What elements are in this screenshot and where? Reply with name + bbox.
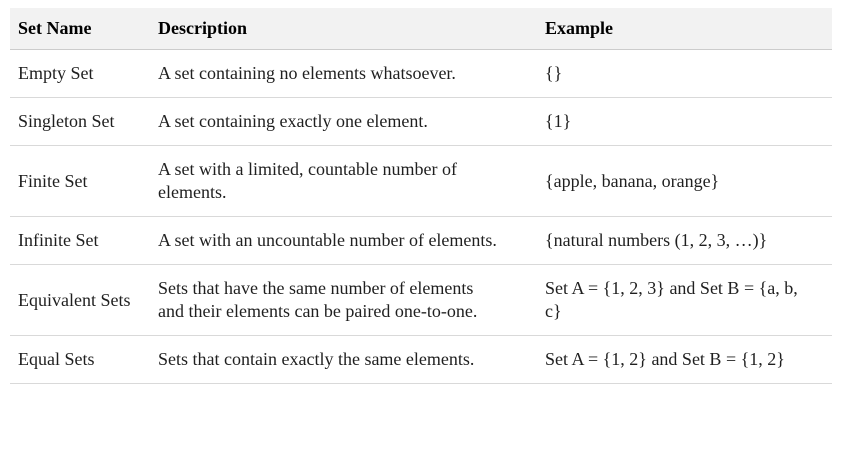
table-row [10,336,832,384]
table-row [10,98,832,146]
description-cell: Sets that have the same number of elements and their elements can be paired one-to-one. [150,265,537,336]
set-name-cell: Finite Set [10,146,150,217]
column-header-example: Example [537,8,832,50]
table-row [10,217,832,265]
example-cell: {1} [537,98,832,146]
set-name-cell: Empty Set [10,50,150,98]
example-cell: Set A = {1, 2, 3} and Set B = {a, b, c} [537,265,832,336]
set-name-cell: Infinite Set [10,217,150,265]
example-cell: Set A = {1, 2} and Set B = {1, 2} [537,336,832,384]
example-cell: {} [537,50,832,98]
example-cell: {apple, banana, orange} [537,146,832,217]
set-name-cell: Singleton Set [10,98,150,146]
set-types-table [10,8,832,384]
header-row [10,8,832,50]
table-body [10,50,832,384]
set-name-cell: Equivalent Sets [10,265,150,336]
example-cell: {natural numbers (1, 2, 3, …)} [537,217,832,265]
table-row [10,265,832,336]
description-cell: A set containing no elements whatsoever. [150,50,537,98]
description-cell: A set with a limited, countable number of elements. [150,146,537,217]
table-header [10,8,832,50]
description-cell: A set containing exactly one element. [150,98,537,146]
description-cell: A set with an uncountable number of elements. [150,217,537,265]
column-header-description: Description [150,8,537,50]
table-row [10,50,832,98]
description-cell: Sets that contain exactly the same elements. [150,336,537,384]
set-name-cell: Equal Sets [10,336,150,384]
column-header-set-name: Set Name [10,8,150,50]
table-row [10,146,832,217]
